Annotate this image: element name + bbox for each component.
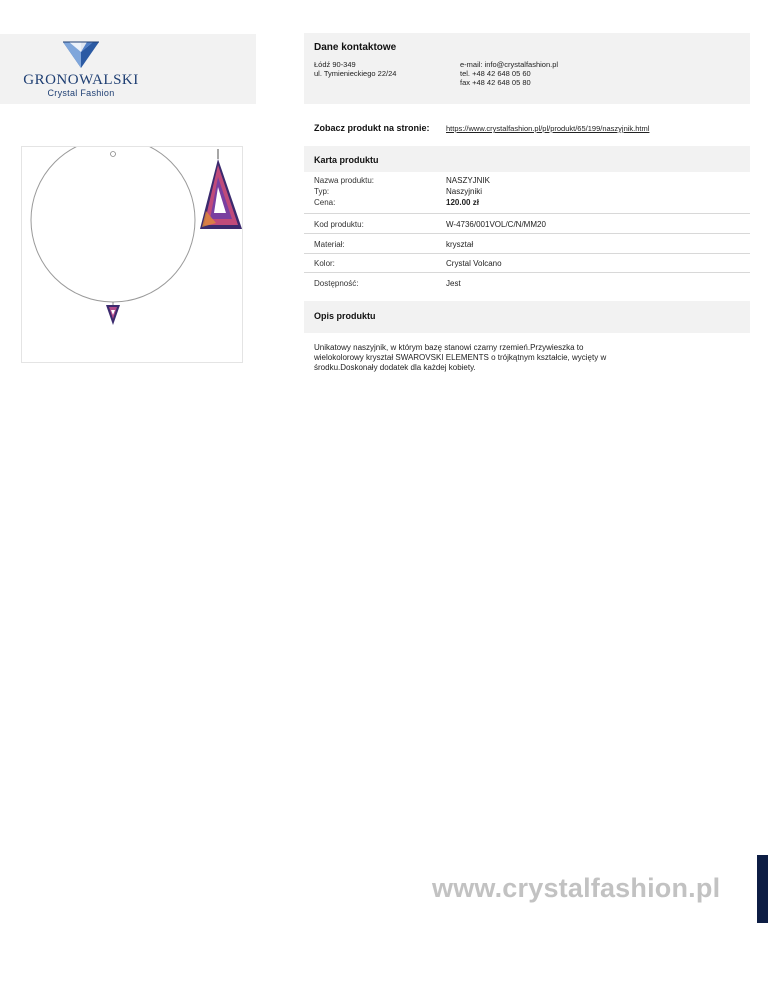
website-watermark: www.crystalfashion.pl (432, 873, 721, 903)
side-accent-bar (757, 855, 768, 923)
contact-email[interactable]: e-mail: info@crystalfashion.pl (460, 60, 559, 69)
type-label: Typ: (314, 187, 330, 196)
see-product-label: Zobacz produkt na stronie: (314, 123, 430, 133)
address-line-2: ul. Tymienieckiego 22/24 (314, 69, 397, 78)
description-line: wielokolorowy kryształ SWAROVSKI ELEMENTS o trójkątnym kształcie, wycięty w (314, 353, 607, 362)
product-name: NASZYJNIK (446, 176, 491, 185)
price-label: Cena: (314, 198, 336, 207)
description-line: Unikatowy naszyjnik, w którym bazę stanowi czarny rzemień.Przywieszka to (314, 343, 584, 352)
product-price: 120.00 zł (446, 198, 479, 207)
product-card-header (304, 146, 750, 172)
color-label: Kolor: (314, 259, 335, 268)
address-line-1: Łódź 90-349 (314, 60, 356, 69)
row-divider (304, 272, 750, 273)
contact-fax: fax +48 42 648 05 80 (460, 78, 531, 87)
code-label: Kod produktu: (314, 220, 364, 229)
product-type: Naszyjniki (446, 187, 483, 196)
color-value: Crystal Volcano (446, 259, 502, 268)
contact-title: Dane kontaktowe (314, 42, 397, 53)
logo-block (0, 34, 256, 104)
necklace-image (22, 147, 242, 362)
description-header (304, 301, 750, 333)
contact-header (304, 33, 750, 104)
name-label: Nazwa produktu: (314, 176, 375, 185)
description-text (314, 343, 606, 373)
diamond-icon (59, 38, 103, 70)
code-value: W-4736/001VOL/C/N/MM20 (446, 220, 546, 229)
availability-label: Dostępność: (314, 279, 359, 288)
product-image (21, 146, 243, 363)
product-link[interactable]: https://www.crystalfashion.pl/pl/produkt/65/199/naszyjnik.html (446, 124, 650, 133)
material-value: kryształ (446, 240, 474, 249)
description-title: Opis produktu (314, 311, 376, 321)
logo-brand-text: GRONOWALSKI (23, 72, 139, 88)
contact-phone: tel. +48 42 648 05 60 (460, 69, 531, 78)
product-card-title: Karta produktu (314, 155, 379, 165)
availability-value: Jest (446, 279, 461, 288)
logo-tagline: Crystal Fashion (47, 88, 115, 98)
row-divider (304, 233, 750, 234)
material-label: Materiał: (314, 240, 345, 249)
row-divider (304, 253, 750, 254)
row-divider (304, 213, 750, 214)
description-line: środku.Doskonały dodatek dla każdej kobiety. (314, 363, 476, 372)
